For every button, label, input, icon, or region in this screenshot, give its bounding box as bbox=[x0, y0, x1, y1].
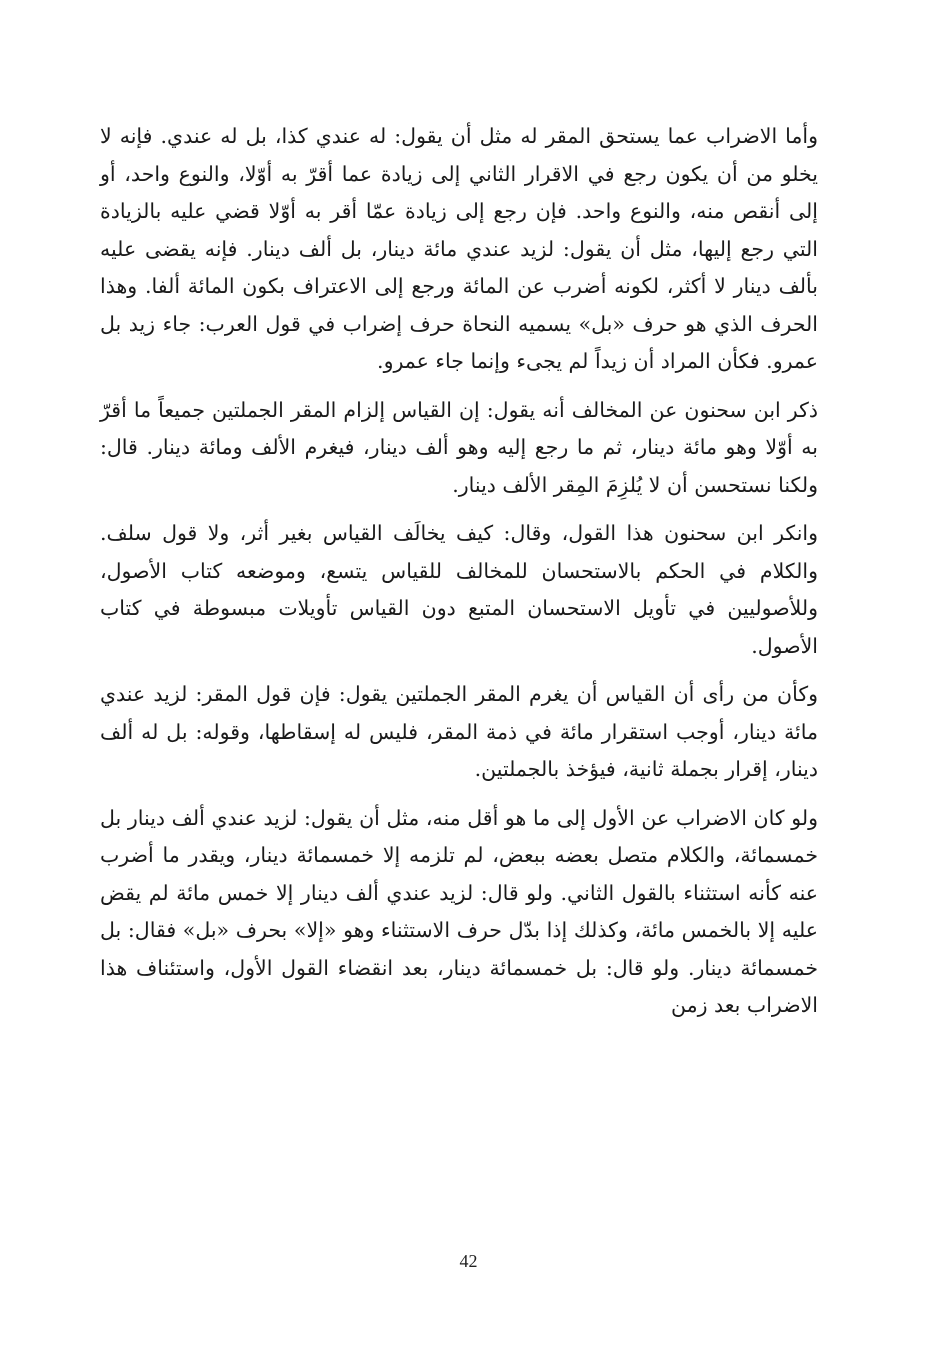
paragraph-5: ولو كان الاضراب عن الأول إلى ما هو أقل منه، مثل أن يقول: لزيد عندي ألف دينار بل خمسمائة، والكلام متصل بعضه ببعض، لم تلزمه إلا خمسمائة دينار، ويقدر ما أضرب عنه كأنه استثناء بالقول الثاني. ولو قال: لزيد عندي ألف دينار إلا خمس مائة لم يقض عليه إلا بالخمس مائة، وكذلك إذا بدّل حرف الاستثناء وهو «إلا» بحرف «بل» فقال: بل خمسمائة دينار. ولو قال: بل خمسمائة دينار، بعد انقضاء القول الأول، واستئناف هذا الاضراب بعد زمن bbox=[100, 805, 818, 1017]
paragraph-3: وانكر ابن سحنون هذا القول، وقال: كيف يخالَف القياس بغير أثر، ولا قول سلف. والكلام في الحكم بالاستحسان للمخالف للقياس يتسع، وموضعه كتاب الأصول، وللأصوليين في تأويل الاستحسان المتبع دون القياس تأويلات مبسوطة في كتاب الأصول. bbox=[100, 521, 818, 658]
body-text bbox=[100, 118, 818, 1036]
paragraph-1: وأما الاضراب عما يستحق المقر له مثل أن يقول: له عندي كذا، بل له عندي. فإنه لا يخلو من أن يكون رجع في الاقرار الثاني إلى زيادة عما أقرّ به أوّلا، والنوع واحد، أو إلى أنقص منه، والنوع واحد. فإن رجع إلى زيادة عمّا أقر به أوّلا قضي عليه بالزيادة التي رجع إليها، مثل أن يقول: لزيد عندي مائة دينار، بل ألف دينار. فإنه يقضى عليه بألف دينار لا أكثر، لكونه أضرب عن المائة ورجع إلى الاعتراف بكون المائة ألفا. وهذا الحرف الذي هو حرف «بل» يسميه النحاة حرف إضراب في قول العرب: جاء زيد بل عمرو. فكأن المراد أن زيداً لم يجىء وإنما جاء عمرو. bbox=[100, 124, 818, 373]
paragraph-2: ذكر ابن سحنون عن المخالف أنه يقول: إن القياس إلزام المقر الجملتين جميعاً ما أقرّ به أوّلا وهو مائة دينار، ثم ما رجع إليه وهو ألف دينار، فيغرم الألف ومائة دينار. قال: ولكنا نستحسن أن لا يُلزِمَ المِقر الألف دينار. bbox=[100, 397, 818, 497]
page-number: 42 bbox=[459, 1251, 478, 1271]
paragraph-4: وكأن من رأى أن القياس أن يغرم المقر الجملتين يقول: فإن قول المقر: لزيد عندي مائة دينار، أوجب استقرار مائة في ذمة المقر، فليس له إسقاطها، وقوله: بل له ألف دينار، إقرار بجملة ثانية، فيؤخذ بالجملتين. bbox=[100, 682, 818, 781]
